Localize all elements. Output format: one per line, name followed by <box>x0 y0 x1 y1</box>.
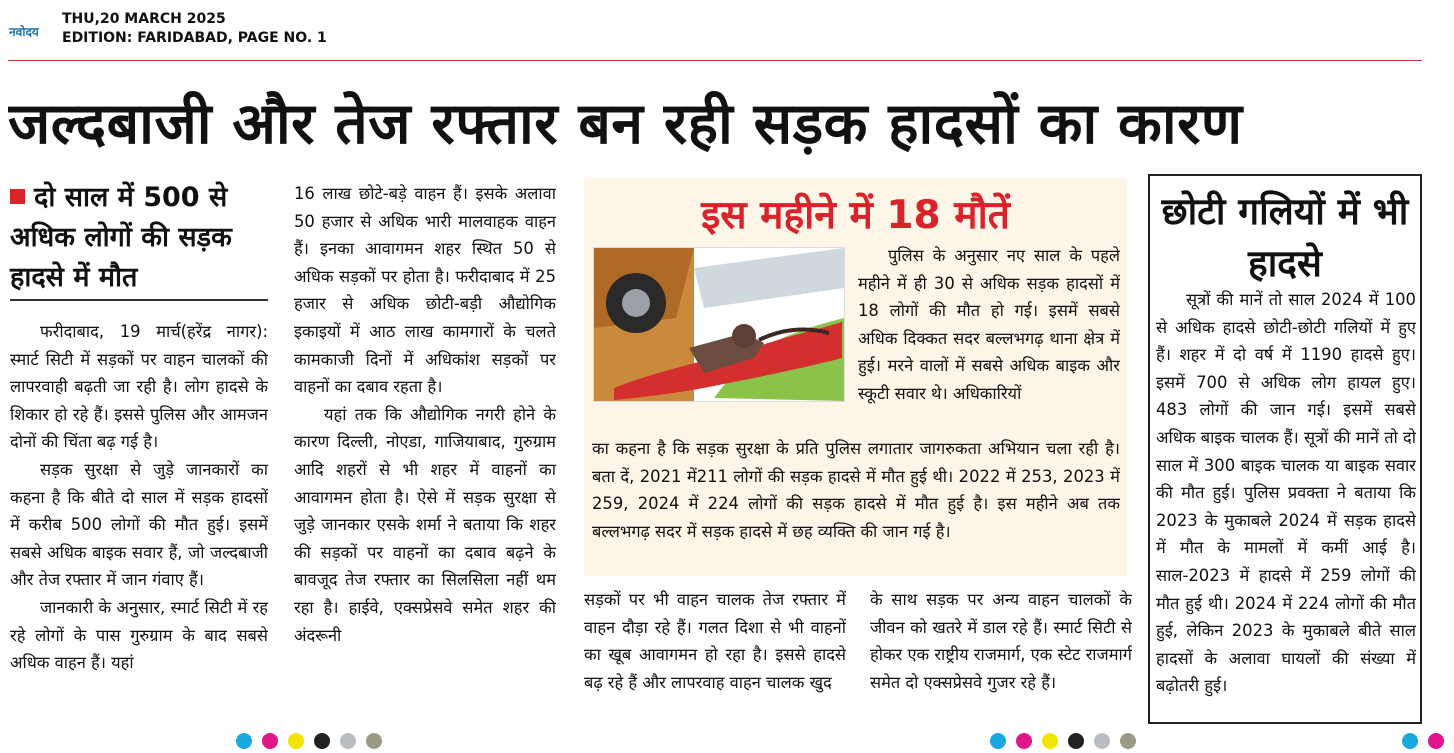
registration-dot <box>1016 733 1032 749</box>
box-title: इस महीने में 18 मौतें <box>701 193 1010 238</box>
edition-date: THU,20 MARCH 2025 <box>62 11 226 27</box>
kicker-rule <box>10 299 268 301</box>
registration-dot <box>236 733 252 749</box>
paragraph: 16 लाख छोटे-बड़े वाहन हैं। इसके अलावा 50 हजार से अधिक भारी मालवाहक वाहन हैं। इनका आवागमन शहर स्थित 50 से अधिक सड़कों पर होता है। फरीदाबाद में 25 हजार से अधिक छोटी-बड़ी औद्योगिक इकाइयों में आठ लाख कामगारों के चलते कामकाजी दिनों में अधिकांश सड़कों पर वाहनों का दबाव रहता है। <box>294 184 556 397</box>
paragraph: जानकारी के अनुसार, स्मार्ट सिटी में रह रहे लोगों के पास गुरुग्राम के बाद सबसे अधिक वाहन हैं। यहां <box>10 597 268 673</box>
registration-dot <box>990 733 1006 749</box>
edition-info <box>62 10 327 48</box>
main-headline: जल्दबाजी और तेज रफ्तार बन रही सड़क हादसों का कारण <box>8 91 1243 157</box>
article-column-2 <box>294 180 556 723</box>
registration-dot <box>1402 733 1418 749</box>
article-column-3 <box>584 586 846 723</box>
paragraph: पुलिस के अनुसार नए साल के पहले महीने में ही 30 से अधिक सड़क हादसों में 18 लोगों की मौत हो गई। इसमें सबसे अधिक दिक्कत सदर बल्लभगढ़ थाना क्षेत्र में हुई। मरने वालों में सबसे अधिक बाइक और स्कूटी सवार थे। अधिकारियों <box>858 246 1120 403</box>
registration-marks-left <box>236 733 392 741</box>
bullet-square-icon <box>10 189 25 204</box>
paragraph: सड़कों पर भी वाहन चालक तेज रफ्तार में वाहन दौड़ा रहे हैं। गलत दिशा से भी वाहनों का खूब आवागमन हो रहा है। इससे हादसे बढ़ रहे हैं और लापरवाह वाहन चालक खुद <box>584 590 846 692</box>
newspaper-logo-icon <box>8 18 52 44</box>
header-divider <box>8 60 1422 61</box>
top-bar <box>0 0 1454 60</box>
article-column-4 <box>870 586 1132 723</box>
paragraph: यहां तक कि औद्योगिक नगरी होने के कारण दिल्ली, नोएडा, गाजियाबाद, गुरुग्राम आदि शहरों से भी शहर में वाहनों का आवागमन होता है। ऐसे में सड़क सुरक्षा से जुड़े जानकार एसके शर्मा ने बताया कि शहर की सड़कों पर वाहनों का दबाव बढ़ने के बावजूद तेज रफ्तार का सिलसिला नहीं थम रहा है। हाईवे, एक्सप्रेसवे समेत शहर की अंदरूनी <box>294 404 556 645</box>
logo-text: नवोदय <box>9 25 39 39</box>
registration-dot <box>288 733 304 749</box>
registration-dot <box>1068 733 1084 749</box>
registration-dot <box>1042 733 1058 749</box>
registration-marks-right <box>990 733 1146 741</box>
kicker-subhead <box>10 178 268 298</box>
registration-dot <box>1428 733 1444 749</box>
paragraph: के साथ सड़क पर अन्य वाहन चालकों के जीवन को खतरे में डाल रहे हैं। स्मार्ट सिटी से होकर एक राष्ट्रीय राजमार्ग, एक स्टेट राजमार्ग समेत दो एक्सप्रेसवे गुजर रहे हैं। <box>870 590 1132 692</box>
sidebar-text <box>1156 286 1416 718</box>
edition-label: EDITION: FARIDABAD, PAGE NO. 1 <box>62 30 327 46</box>
box-text-full <box>592 435 1120 575</box>
registration-dot <box>340 733 356 749</box>
registration-dot <box>314 733 330 749</box>
kicker-text: दो साल में 500 से अधिक लोगों की सड़क हादसे में मौत <box>10 182 232 293</box>
box-text-right <box>858 242 1120 435</box>
road-accident-illustration-icon <box>593 247 845 402</box>
registration-dot <box>1120 733 1136 749</box>
article-column-1 <box>10 318 268 723</box>
paragraph: का कहना है कि सड़क सुरक्षा के प्रति पुलिस लगातार जागरुकता अभियान चला रही है। बता दें, 2021 में211 लोगों की सड़क हादसे में मौत हुई थी। 2022 में 253, 2023 में 259, 2024 में 224 लोगों की सड़क हादसे में मौत हुई है। इस महीने अब तक बल्लभगढ़ सदर में सड़क हादसे में छह व्यक्ति की जान गई है। <box>592 439 1120 541</box>
registration-marks-edge <box>1402 733 1454 741</box>
paragraph: सूत्रों की मानें तो साल 2024 में 100 से अधिक हादसे छोटी-छोटी गलियों में हुए हैं। शहर में दो वर्ष में 1190 हादसे हुए। इसमें 700 से अधिक लोग हायल हुए। 483 लोगों की जान गई। इसमें सबसे अधिक बाइक चालक हैं। सूत्रों की मानें तो दो साल में 300 बाइक चालक या बाइक सवार की मौत हुई। पुलिस प्रवक्ता ने बताया कि 2023 के मुकाबले 2024 में सड़क हादसे में मौत के मामलों में कमीं आई है। साल-2023 में हादसे में 259 लोगों की मौत हुई थी। 2024 में 224 लोगों की मौत हुई, लेकिन 2023 के मुकाबले बीते साल हादसों के अलावा घायलों की संख्या में बढ़ोतरी हुई। <box>1156 290 1416 696</box>
registration-dot <box>366 733 382 749</box>
registration-dot <box>262 733 278 749</box>
registration-dot <box>1094 733 1110 749</box>
sidebar-title: छोटी गलियों में भी हादसे <box>1161 190 1409 285</box>
paragraph: सड़क सुरक्षा से जुड़े जानकारों का कहना है कि बीते दो साल में सड़क हादसों में करीब 500 लोगों की मौत हुई। इसमें सबसे अधिक बाइक सवार हैं, जो जल्दबाजी और तेज रफ्तार में जान गंवाए हैं। <box>10 459 268 590</box>
paragraph: फरीदाबाद, 19 मार्च(हरेंद्र नागर): स्मार्ट सिटी में सड़कों पर वाहन चालकों की लापरवाही बढ़ती जा रही है। लोग हादसे के शिकार हो रहे हैं। इससे पुलिस और आमजन दोनों की चिंता बढ़ गई है। <box>10 322 268 452</box>
